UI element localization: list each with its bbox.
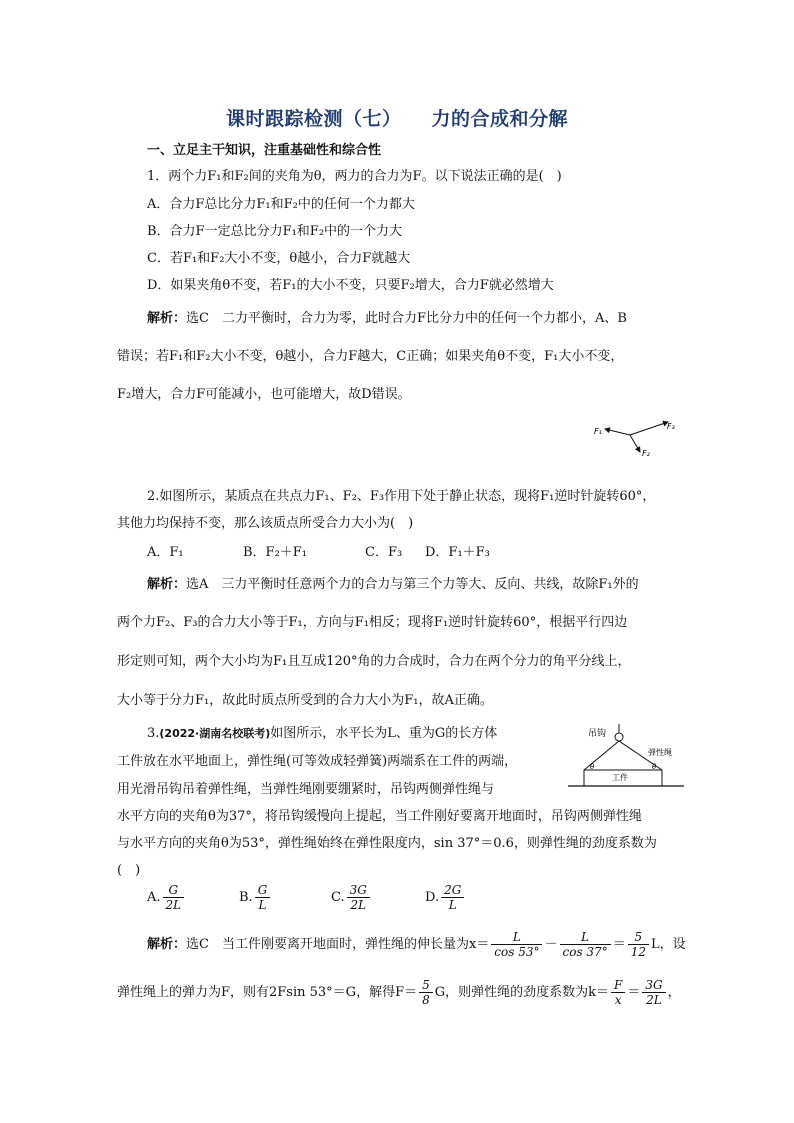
frac-3-den: 12 xyxy=(630,945,646,959)
q3-solution-text-1: 选C 当工件刚要离开地面时，弹性绳的伸长量为x＝ xyxy=(186,937,490,952)
workpiece-label: 工件 xyxy=(612,773,628,782)
q1-solution-label: 解析： xyxy=(147,311,187,326)
q3-option-d-label: D. xyxy=(425,890,440,905)
q3-stem-line-3: 用光滑吊钩吊着弹性绳，当弹性绳刚要绷紧时，吊钩两侧弹性绳与 xyxy=(117,782,495,797)
q3-option-d-den: L xyxy=(448,898,457,912)
q3-option-c xyxy=(331,883,425,912)
q2-stem-line-2: 其他力均保持不变，那么该质点所受合力大小为( ) xyxy=(117,516,414,531)
minus-sign: － xyxy=(544,937,558,952)
q1-solution-line-1 xyxy=(147,307,627,326)
title-sub: 力的合成和分解 xyxy=(431,108,569,130)
f3-arrow xyxy=(630,422,668,435)
q1-stem: 1．两个力F₁和F₂间的夹角为θ，两力的合力为F。以下说法正确的是( ) xyxy=(147,169,562,184)
frac-1-num: L xyxy=(491,930,542,945)
q3-solution-text-1b: L，设 xyxy=(650,937,686,952)
q3-option-b xyxy=(239,883,331,912)
frac-5-den: x xyxy=(614,993,622,1007)
page-title xyxy=(0,104,794,131)
q3-stem-line-1 xyxy=(147,722,497,741)
q2-option-b: B．F₂＋F₁ xyxy=(243,545,308,560)
q2-solution-line-2: 两个力F₂、F₃的合力大小等于F₁，方向与F₁相反；现将F₁逆时针旋转60°，根据平行四边 xyxy=(117,615,628,630)
q3-option-d xyxy=(425,883,466,912)
q3-option-b-label: B. xyxy=(239,890,253,905)
q3-option-b-num: G xyxy=(255,883,271,898)
q2-solution-label: 解析： xyxy=(147,577,187,592)
q3-option-a-label: A. xyxy=(147,890,161,905)
q3-solution-text-2c: ， xyxy=(667,985,681,1000)
q3-solution-line-1 xyxy=(147,930,686,959)
q3-option-c-den: 2L xyxy=(350,898,367,912)
theta-right-label: θ xyxy=(652,763,657,771)
q2-solution-line-4: 大小等于分力F₁，故此时质点所受到的合力大小为F₁，故A正确。 xyxy=(117,693,493,708)
hook-label: 吊钩 xyxy=(588,729,607,739)
q1-solution-text-1: 选C 二力平衡时，合力为零，此时合力F比分力中的任何一个力都小，A、B xyxy=(186,311,627,326)
q3-option-a-den: 2L xyxy=(165,898,182,912)
q3-option-c-num: 3G xyxy=(347,883,370,898)
q2-solution-line-3: 形定则可知，两个大小均为F₁且互成120°角的力合成时，合力在两个分力的角平分线上， xyxy=(117,654,631,669)
frac-6-num: 3G xyxy=(642,978,665,993)
frac-5-num: F xyxy=(611,978,625,993)
q3-source: (2022·湖南名校联考) xyxy=(159,727,271,740)
q1-solution-line-3: F₂增大，合力F可能减小，也可能增大，故D错误。 xyxy=(117,387,411,402)
q3-stem-line-2: 工件放在水平地面上，弹性绳(可等效成轻弹簧)两端系在工件的两端， xyxy=(117,754,518,769)
q3-stem-line-4: 水平方向的夹角θ为37°，将吊钩缓慢向上提起，当工件刚好要离开地面时，吊钩两侧弹性绳 xyxy=(117,809,642,824)
f2-label: F₂ xyxy=(642,449,650,458)
frac-2-num: L xyxy=(560,930,611,945)
q2-option-d: D．F₁＋F₃ xyxy=(425,545,490,560)
f1-arrow xyxy=(605,429,630,435)
equals-sign-2: ＝ xyxy=(627,985,641,1000)
q1-option-c: C．若F₁和F₂大小不变，θ越小，合力F就越大 xyxy=(147,251,411,266)
frac-3-num: 5 xyxy=(628,930,649,945)
f2-arrow xyxy=(630,435,640,452)
q3-solution-text-2b: G，则弹性绳的劲度系数为k＝ xyxy=(434,985,609,1000)
q3-hook-diagram xyxy=(566,722,686,792)
f1-label: F₁ xyxy=(594,427,602,436)
q3-stem-line-5: 与水平方向的夹角θ为53°，弹性绳始终在弹性限度内，sin 37°＝0.6，则弹性绳的劲度系数为 xyxy=(117,836,657,851)
q3-option-d-num: 2G xyxy=(441,883,464,898)
frac-4-num: 5 xyxy=(419,978,433,993)
q2-solution-text-1: 选A 三力平衡时任意两个力的合力与第三个力等大、反向、共线，故除F₁外的 xyxy=(186,577,639,592)
equals-sign: ＝ xyxy=(612,937,626,952)
q3-solution-line-2 xyxy=(117,978,681,1007)
q2-stem-line-1: 2.如图所示，某质点在共点力F₁、F₂、F₃作用下处于静止状态，现将F₁逆时针旋转60°， xyxy=(147,489,656,504)
hook-icon xyxy=(615,733,623,741)
q2-option-c: C．F₃ xyxy=(365,545,403,560)
frac-6-den: 2L xyxy=(646,993,662,1007)
q1-option-a: A．合力F总比分力F₁和F₂中的任何一个力都大 xyxy=(147,197,415,212)
title-main: 课时跟踪检测（七） xyxy=(225,108,402,130)
q3-option-a-num: G xyxy=(163,883,185,898)
q1-option-b: B．合力F一定总比分力F₁和F₂中的一个力大 xyxy=(147,224,403,239)
q2-force-diagram xyxy=(590,418,690,458)
f3-label: F₃ xyxy=(667,422,675,431)
q1-option-d: D．如果夹角θ不变，若F₁的大小不变，只要F₂增大，合力F就必然增大 xyxy=(147,278,554,293)
q3-stem-text-1: 如图所示，水平长为L、重为G的长方体 xyxy=(270,726,498,741)
q3-options xyxy=(147,883,466,912)
q2-solution-line-1 xyxy=(147,573,639,592)
q3-solution-label: 解析： xyxy=(147,937,187,952)
section-heading: 一、立足主干知识，注重基础性和综合性 xyxy=(147,143,382,158)
frac-2-den: cos 37° xyxy=(562,945,608,959)
q3-solution-text-2: 弹性绳上的弹力为F，则有2Fsin 53°＝G，解得F＝ xyxy=(117,985,418,1000)
q3-stem-line-6: ( ) xyxy=(117,863,141,878)
q1-solution-line-2: 错误；若F₁和F₂大小不变，θ越小，合力F越大，C正确；如果夹角θ不变，F₁大小不变， xyxy=(117,349,624,364)
frac-4-den: 8 xyxy=(422,993,430,1007)
q3-option-c-label: C. xyxy=(331,890,345,905)
q3-number: 3. xyxy=(147,726,160,741)
rope-label: 弹性绳 xyxy=(648,748,672,757)
q3-option-b-den: L xyxy=(258,898,267,912)
q2-option-a: A．F₁ xyxy=(147,545,184,560)
q3-option-a xyxy=(147,883,239,912)
frac-1-den: cos 53° xyxy=(494,945,540,959)
theta-left-label: θ xyxy=(590,763,595,771)
q2-options xyxy=(147,541,490,560)
